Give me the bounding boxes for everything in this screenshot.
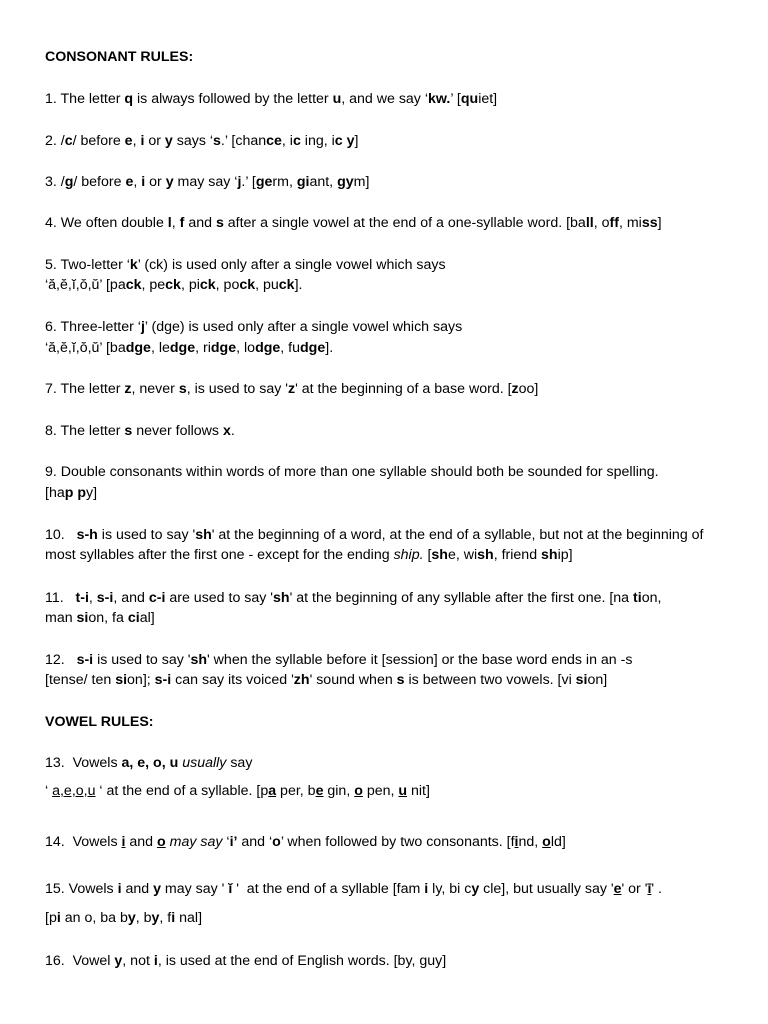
rule-16: 16. Vowel y, not i, is used at the end of English words. [by, guy]: [45, 953, 447, 969]
rule-9-line-1: 9. Double consonants within words of more than one syllable should both be sounded for spelling.: [45, 464, 659, 480]
rule-15-line-2: [pi an o, ba by, by, fi nal]: [45, 910, 203, 926]
rule-5-line-2: ‘ă,ĕ,ĭ,ŏ,ŭ’ [pack, peck, pick, pock, puck].: [45, 277, 303, 293]
rule-6-line-1: 6. Three-letter ‘j’ (dge) is used only after a single vowel which says: [45, 319, 463, 335]
rule-12-line-2: [tense/ ten sion]; s-i can say its voiced 'zh' sound when s is between two vowels. [vi sion]: [45, 672, 608, 688]
rule-7: 7. The letter z, never s, is used to say 'z' at the beginning of a base word. [zoo]: [45, 381, 539, 397]
rule-13-line-2: ‘ a,e,o,u ‘ at the end of a syllable. [pa per, be gin, o pen, u nit]: [45, 783, 430, 799]
rule-15-line-1: 15. Vowels i and y may say ' ĭ ' at the end of a syllable [fam i ly, bi cy cle], but usually say 'e' or 'ī' .: [45, 881, 662, 897]
rule-2: 2. /c/ before e, i or y says ‘s.’ [chance, ic ing, ic y]: [45, 133, 359, 149]
rule-12-line-1: 12. s-i is used to say 'sh' when the syllable before it [session] or the base word ends in an -s: [45, 652, 633, 668]
rule-11-line-2: man sion, fa cial]: [45, 610, 155, 626]
consonant-rules-heading: CONSONANT RULES:: [45, 49, 194, 65]
rule-13-line-1: 13. Vowels a, e, o, u usually say: [45, 755, 253, 771]
vowel-rules-heading: VOWEL RULES:: [45, 714, 154, 730]
rule-9-line-2: [hap py]: [45, 485, 98, 501]
rule-5-line-1: 5. Two-letter ‘k’ (ck) is used only after a single vowel which says: [45, 257, 446, 273]
rule-10-line-2: most syllables after the first one - except for the ending ship. [she, wish, friend ship]: [45, 547, 573, 563]
rule-6-line-2: ‘ă,ĕ,ĭ,ŏ,ŭ’ [badge, ledge, ridge, lodge, fudge].: [45, 340, 334, 356]
rule-3: 3. /g/ before e, i or y may say ‘j.’ [germ, giant, gym]: [45, 174, 370, 190]
rule-8: 8. The letter s never follows x.: [45, 423, 235, 439]
rule-4: 4. We often double l, f and s after a single vowel at the end of a one-syllable word. [ball, off, miss]: [45, 215, 662, 231]
rule-11-line-1: 11. t-i, s-i, and c-i are used to say 'sh' at the beginning of any syllable after the first one. [na tion,: [45, 590, 662, 606]
rule-1: 1. The letter q is always followed by the letter u, and we say ‘kw.’ [quiet]: [45, 91, 498, 107]
rule-14: 14. Vowels i and o may say ‘i’ and ‘o’ when followed by two consonants. [find, old]: [45, 834, 566, 850]
rule-10-line-1: 10. s-h is used to say 'sh' at the beginning of a word, at the end of a syllable, but not at the beginning of: [45, 527, 704, 543]
